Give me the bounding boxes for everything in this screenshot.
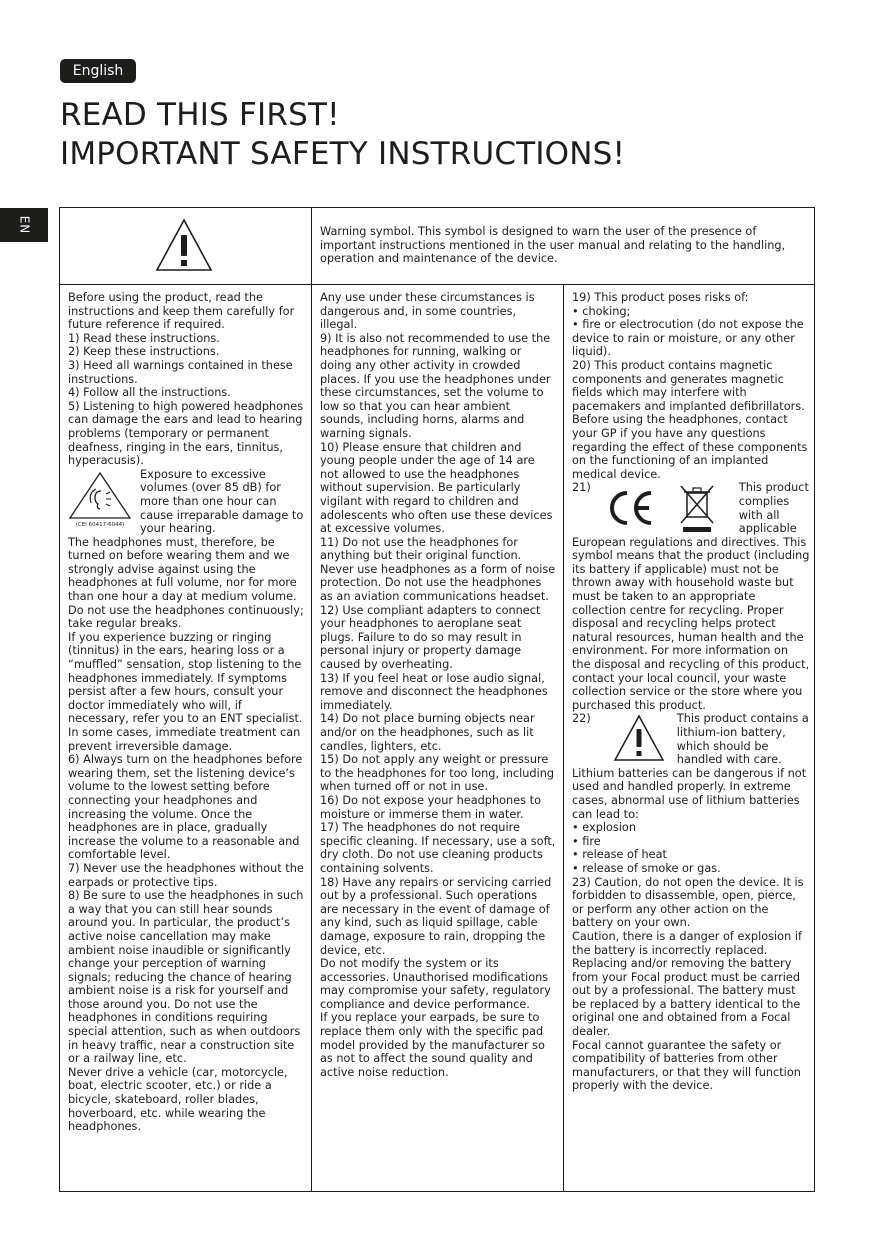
paragraph: 14) Do not place burning objects near and/or on the headphones, such as lit candles, lighters, etc. <box>320 712 535 753</box>
paragraph: • release of heat <box>572 848 667 862</box>
ce-weee-icons <box>605 483 733 535</box>
table-divider-vertical-1 <box>311 207 312 1192</box>
paragraph: • explosion <box>572 821 637 835</box>
paragraph: • fire <box>572 834 601 848</box>
paragraph: 18) Have any repairs or servicing carried out by a professional. Such operations are necessary in the event of damage of any kind, such as liquid spillage, cable damage, exposure to rain, dropping the device, etc. <box>320 875 552 957</box>
paragraph: Focal cannot guarantee the safety or compatibility of batteries from other manufacturers, or that they will function properly with the device. <box>572 1038 801 1093</box>
paragraph: Do not use the headphones continuously; take regular breaks. <box>68 603 304 631</box>
battery-warning-icon <box>607 714 671 762</box>
paragraph: 23) Caution, do not open the device. It is forbidden to disassemble, open, pierce, or perform any other action on the battery on your own. <box>572 875 804 930</box>
paragraph: 12) Use compliant adapters to connect your headphones to aeroplane seat plugs. Failure to do so may result in personal injury or property damage caused by overheating. <box>320 603 541 672</box>
table-divider-vertical-2 <box>563 284 564 1192</box>
paragraph: This product complies with all applicable European regulations and directives. This symbol means that the product (including its battery if applicable) must not be thrown away with household waste but must be taken to an appropriate collection centre for recycling. Proper disposal and recycling helps protect natural resources, human health and the environment. For more information on the disposal and recycling of this product, contact your local council, your waste collection service or the store where you purchased this product. <box>572 481 810 712</box>
item-number: 21) <box>572 481 591 495</box>
paragraph: • fire or electrocution (do not expose the device to rain or moisture, or any other liquid). <box>572 318 804 359</box>
paragraph: 11) Do not use the headphones for anything but their original function. Never use headphones as a form of noise protection. Do not use the headphones as an aviation communications headset. <box>320 535 556 604</box>
paragraph: 5) Listening to high powered headphones can damage the ears and lead to hearing problems (temporary or permanent deafness, ringing in the ears, tinnitus, hyperacusis). <box>68 399 304 468</box>
paragraph: 9) It is also not recommended to use the headphones for running, walking or doing any other activity in crowded places. If you use the headphones under these circumstances, set the volume to low so that you can hear ambient sounds, including horns, alarms and warning signals. <box>320 331 551 440</box>
weee-bin-icon <box>681 486 713 532</box>
column-3 <box>572 291 810 1093</box>
paragraph: 1) Read these instructions. <box>68 331 220 345</box>
paragraph: This product contains a lithium-ion battery, which should be handled with care. <box>676 712 809 767</box>
item-number: 22) <box>572 712 591 726</box>
paragraph: The headphones must, therefore, be turned on before wearing them and we strongly advise against using the headphones at full volume, nor for more than one hour a day at medium volume. <box>68 535 297 604</box>
paragraph: 17) The headphones do not require specific cleaning. If necessary, use a soft, dry cloth. Do not use cleaning products containing solvents. <box>320 821 556 875</box>
paragraph: 8) Be sure to use the headphones in such a way that you can still hear sounds around you. In particular, the product’s active noise cancellation may make ambient noise inaudible or significantly change your perception of warning signals; reducing the chance of hearing ambient noise is a risk for yourself and those around you. Do not use the headphones in conditions requiring special attention, such as when outdoors in heavy traffic, near a construction site or a railway line, etc. <box>68 889 304 1066</box>
column-1 <box>68 291 304 1134</box>
paragraph: If you replace your earpads, be sure to replace them only with the specific pad model provided by the manufacturer so as not to affect the sound quality and active noise reduction. <box>320 1011 545 1079</box>
paragraph: 2) Keep these instructions. <box>68 345 220 359</box>
column-2 <box>320 291 556 1079</box>
paragraph: 19) This product poses risks of: <box>572 291 749 304</box>
paragraph: 3) Heed all warnings contained in these instructions. <box>68 358 293 386</box>
warning-triangle-icon <box>155 218 213 272</box>
ce-mark-icon <box>612 493 651 523</box>
paragraph: 6) Always turn on the headphones before wearing them, set the listening device’s volume to the lowest setting before connecting your headphones and increasing the volume. Once the headphones are in place, gradually increase the volume to a reasonable and comfortable level. <box>68 753 303 862</box>
paragraph: 16) Do not expose your headphones to moisture or immerse them in water. <box>320 793 541 821</box>
title-line-2: IMPORTANT SAFETY INSTRUCTIONS! <box>60 136 626 172</box>
paragraph: 10) Please ensure that children and young people under the age of 14 are not allowed to use the headphones without supervision. Be particularly vigilant with regard to children and adolescents who often use these devices at excessive volumes. <box>320 440 553 536</box>
table-divider-horizontal <box>59 284 815 285</box>
paragraph: Exposure to excessive volumes (over 85 dB) for more than one hour can cause irreparable damage to your hearing. <box>140 467 304 536</box>
paragraph: • choking; <box>572 304 631 318</box>
paragraph: Caution, there is a danger of explosion if the battery is incorrectly replaced. Replacing and/or removing the battery from your Focal product must be carried out by a professional. The battery must be replaced by a battery identical to the original one and obtained from a Focal dealer. <box>572 929 802 1039</box>
language-badge: English <box>60 59 136 83</box>
paragraph: Never drive a vehicle (car, motorcycle, boat, electric scooter, etc.) or ride a bicycle, skateboard, roller blades, hoverboard, etc. while wearing the headphones. <box>68 1065 288 1134</box>
hearing-damage-icon <box>68 470 132 528</box>
paragraph: Any use under these circumstances is dangerous and, in some countries, illegal. <box>320 291 535 332</box>
warning-symbol-description: Warning symbol. This symbol is designed to warn the user of the presence of important instructions mentioned in the user manual and relating to the handling, operation and maintenance of the device. <box>320 225 786 266</box>
paragraph: 15) Do not apply any weight or pressure to the headphones for too long, including when turned off or not in use. <box>320 753 555 794</box>
paragraph: 4) Follow all the instructions. <box>68 386 231 400</box>
page-title <box>60 96 625 174</box>
hearing-icon-caption: (CEI 60417-6044) <box>75 521 125 528</box>
paragraph: Lithium batteries can be dangerous if not used and handled properly. In extreme cases, abnormal use of lithium batteries can lead to: <box>572 766 807 821</box>
paragraph: 7) Never use the headphones without the earpads or protective tips. <box>68 861 304 889</box>
title-line-1: READ THIS FIRST! <box>60 97 340 133</box>
paragraph: Do not modify the system or its accessories. Unauthorised modifications may compromise your safety, regulatory compliance and device performance. <box>320 957 551 1011</box>
paragraph: • release of smoke or gas. <box>572 861 721 875</box>
paragraph: If you experience buzzing or ringing (tinnitus) in the ears, hearing loss or a “muffled” sensation, stop listening to the headphones immediately. If symptoms persist after a few hours, consult your doctor immediately who will, if necessary, refer you to an ENT specialist. In some cases, immediate treatment can prevent irreversible damage. <box>68 630 303 753</box>
language-side-tab: EN <box>0 208 48 242</box>
paragraph: Before using the product, read the instructions and keep them carefully for future reference if required. <box>68 291 295 332</box>
paragraph: 20) This product contains magnetic components and generates magnetic fields which may interfere with pacemakers and implanted defibrillators. Before using the headphones, contact your GP if you have any questions regarding the effect of these components on the functioning of an implanted medical device. <box>572 358 808 481</box>
paragraph: 13) If you feel heat or lose audio signal, remove and disconnect the headphones immediately. <box>320 671 548 712</box>
